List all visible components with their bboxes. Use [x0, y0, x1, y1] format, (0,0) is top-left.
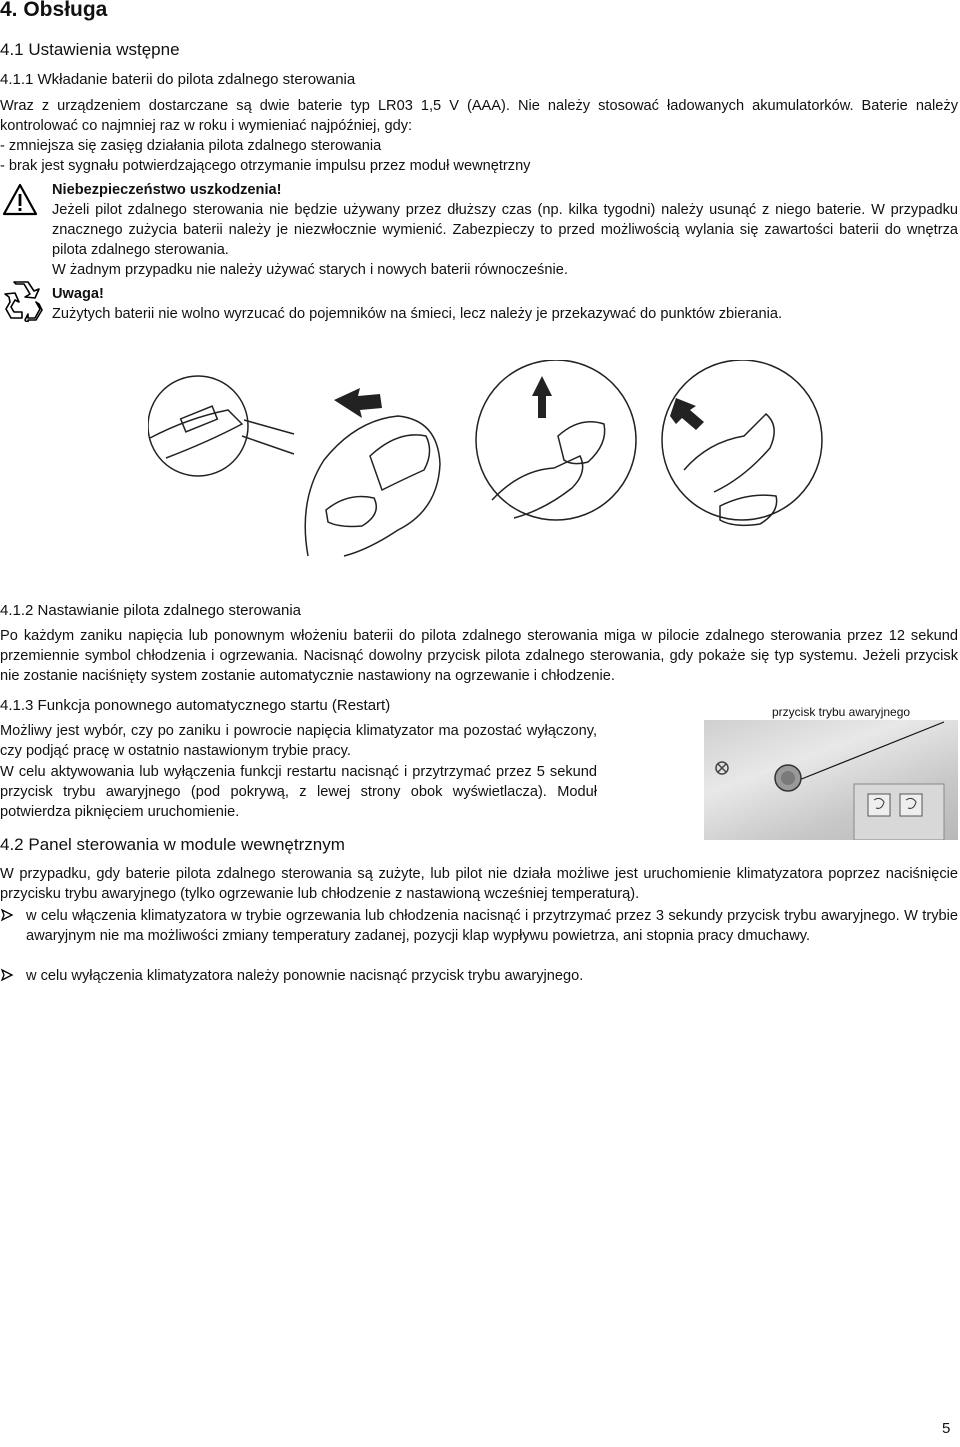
- warning-triangle-icon: [2, 183, 38, 217]
- chevron-right-icon: [0, 968, 14, 987]
- battery-illustration: [148, 360, 958, 560]
- page-number: 5: [942, 1420, 951, 1437]
- section-4-1-3-paragraph-1: Możliwy jest wybór, czy po zaniku i powrocie napięcia klimatyzator ma pozostać wyłączony, czy podjąć pracę w ostatnio nastawionym trybie pracy.: [0, 723, 597, 759]
- intro-paragraph: Wraz z urządzeniem dostarczane są dwie baterie typ LR03 1,5 V (AAA). Nie należy stosować ładowanych akumulatorków. Baterie należy kontrolować co najmniej raz w roku i wymieniać najpóźniej, gdy:: [0, 98, 958, 134]
- warning-title: Niebezpieczeństwo uszkodzenia!: [52, 182, 282, 198]
- page-heading: 4. Obsługa: [0, 0, 108, 21]
- list-item: - brak jest sygnału potwierdzającego otrzymanie impulsu przez moduł wewnętrzny: [0, 158, 531, 174]
- section-4-1-2-paragraph: Po każdym zaniku napięcia lub ponownym włożeniu baterii do pilota zdalnego sterowania miga w pilocie zdalnego sterowania przez 12 sekund przemiennie symbol chłodzenia i ogrzewania. Nacisnąć dowolny przycisk pilota zdalnego sterowania, gdy pokaże się typ systemu. Jeżeli przycisk nie zostanie naciśnięty system zostanie automatycznie nastawiony na ogrzewanie i chłodzenie.: [0, 628, 958, 684]
- recycle-title: Uwaga!: [52, 286, 104, 302]
- recycle-icon: [2, 280, 44, 322]
- warning-paragraph: Jeżeli pilot zdalnego sterowania nie będzie używany przez dłuższy czas (np. kilka tygodni) należy usunąć z niego baterie. W przypadku znacznego zużycia baterii należy je niezwłocznie wymienić. Zabezpieczy to przed możliwością wylania się zawartości baterii do wnętrza pilota zdalnego sterowania.: [52, 202, 958, 258]
- section-4-1-3-title: 4.1.3 Funkcja ponownego automatycznego startu (Restart): [0, 697, 391, 714]
- list-item: w celu włączenia klimatyzatora w trybie ogrzewania lub chłodzenia nacisnąć i przytrzymać przez 3 sekundy przycisk trybu awaryjnego. W trybie awaryjnym nie ma możliwości zmiany temperatury zadanej, pozycji klap wypływu powietrza, ani stopnia pracy dmuchawy.: [26, 908, 958, 944]
- section-4-1-title: 4.1 Ustawienia wstępne: [0, 40, 180, 59]
- indoor-unit-panel-photo: [704, 720, 958, 840]
- warning-paragraph-2: W żadnym przypadku nie należy używać starych i nowych baterii równocześnie.: [52, 262, 568, 278]
- section-4-2-paragraph: W przypadku, gdy baterie pilota zdalnego sterowania są zużyte, lub pilot nie działa możliwe jest uruchomienie klimatyzatora poprzez naciśnięcie przycisku trybu awaryjnego (tylko ogrzewanie lub chłodzenie z nastawioną wcześniej temperaturą).: [0, 866, 958, 902]
- recycle-paragraph: Zużytych baterii nie wolno wyrzucać do pojemników na śmieci, lecz należy je przekazywać do punktów zbierania.: [52, 306, 783, 322]
- section-4-1-1-title: 4.1.1 Wkładanie baterii do pilota zdalnego sterowania: [0, 71, 356, 88]
- list-item: - zmniejsza się zasięg działania pilota zdalnego sterowania: [0, 138, 382, 154]
- list-item: w celu wyłączenia klimatyzatora należy ponownie nacisnąć przycisk trybu awaryjnego.: [26, 968, 584, 984]
- section-4-2-title: 4.2 Panel sterowania w module wewnętrznym: [0, 835, 345, 854]
- panel-callout-label: przycisk trybu awaryjnego: [772, 705, 911, 719]
- section-4-1-3-paragraph-2: W celu aktywowania lub wyłączenia funkcji restartu nacisnąć i przytrzymać przez 5 sekund przycisk trybu awaryjnego (pod pokrywą, z lewej strony obok wyświetlacza). Moduł potwierdza piknięciem uruchomienie.: [0, 764, 597, 820]
- chevron-right-icon: [0, 908, 14, 927]
- section-4-1-2-title: 4.1.2 Nastawianie pilota zdalnego sterowania: [0, 602, 302, 619]
